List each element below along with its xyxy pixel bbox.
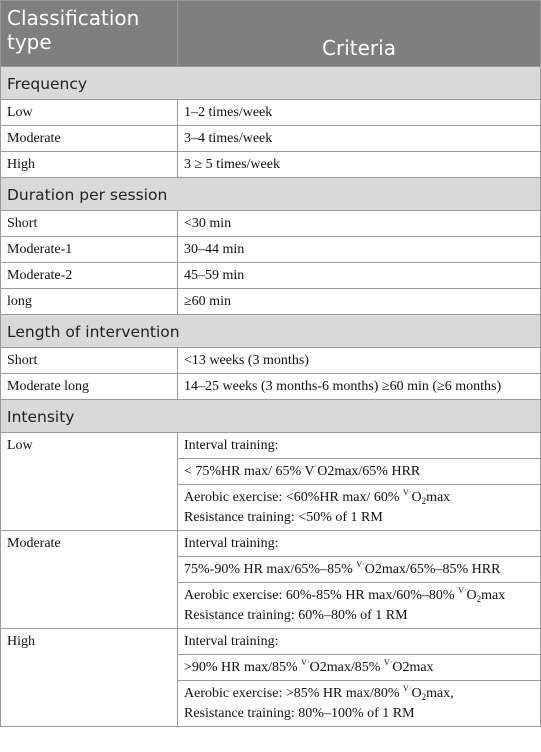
header-row [1,1,541,67]
header-criteria: Criteria [178,1,541,67]
row-value: Aerobic exercise: >85% HR max/80% $^{V\cdot}O_2\max$, Resistance training: 80%–100% of 1 RM [178,681,541,727]
table-row [1,263,541,289]
row-value: 1–2 times/week [178,100,541,126]
table-row [1,100,541,126]
row-value: >90% HR max/85% $^{V\cdot}$O2max/85% $^{V\cdot}$O2max [178,655,541,681]
row-value: 3–4 times/week [178,126,541,152]
row-value: Interval training: [178,433,541,459]
row-label: Short [1,211,178,237]
row-value: Interval training: [178,629,541,655]
section-length: Length of intervention [1,315,541,348]
row-label: High [1,152,178,178]
row-label: High [1,629,178,727]
table-row [1,348,541,374]
table-row [1,374,541,400]
row-value: 45–59 min [178,263,541,289]
row-label: Short [1,348,178,374]
row-value: <13 weeks (3 months) [178,348,541,374]
row-value: <30 min [178,211,541,237]
row-label: Moderate long [1,374,178,400]
header-classification-type: Classification type [1,1,178,67]
row-label: Low [1,100,178,126]
row-value: Aerobic exercise: 60%-85% HR max/60%–80% $^{V\cdot}O_2\max$ Resistance training: 60%–80% of 1 RM [178,583,541,629]
row-label: Moderate [1,531,178,629]
section-duration: Duration per session [1,178,541,211]
row-value: Interval training: [178,531,541,557]
row-label: Low [1,433,178,531]
row-value: 3 ≥ 5 times/week [178,152,541,178]
table-row [1,152,541,178]
row-label: Moderate [1,126,178,152]
row-value: 14–25 weeks (3 months-6 months) ≥60 min (≥6 months) [178,374,541,400]
row-value: 75%-90% HR max/65%–85% $^{V\cdot}$O2max/65%–85% HRR [178,557,541,583]
table-row [1,211,541,237]
table-row [1,289,541,315]
row-value: 30–44 min [178,237,541,263]
row-value: Aerobic exercise: <60%HR max/ 60% $^{V\cdot}O_2\max$ Resistance training: <50% of 1 RM [178,485,541,531]
table-row [1,433,541,459]
section-intensity: Intensity [1,400,541,433]
row-value: ≥60 min [178,289,541,315]
row-label: Moderate-1 [1,237,178,263]
row-value: < 75%HR max/ 65% V·O2max/65% HRR [178,459,541,485]
table-row [1,237,541,263]
table-row [1,531,541,557]
row-label: long [1,289,178,315]
table-row [1,126,541,152]
table-row [1,629,541,655]
section-frequency: Frequency [1,67,541,100]
row-label: Moderate-2 [1,263,178,289]
